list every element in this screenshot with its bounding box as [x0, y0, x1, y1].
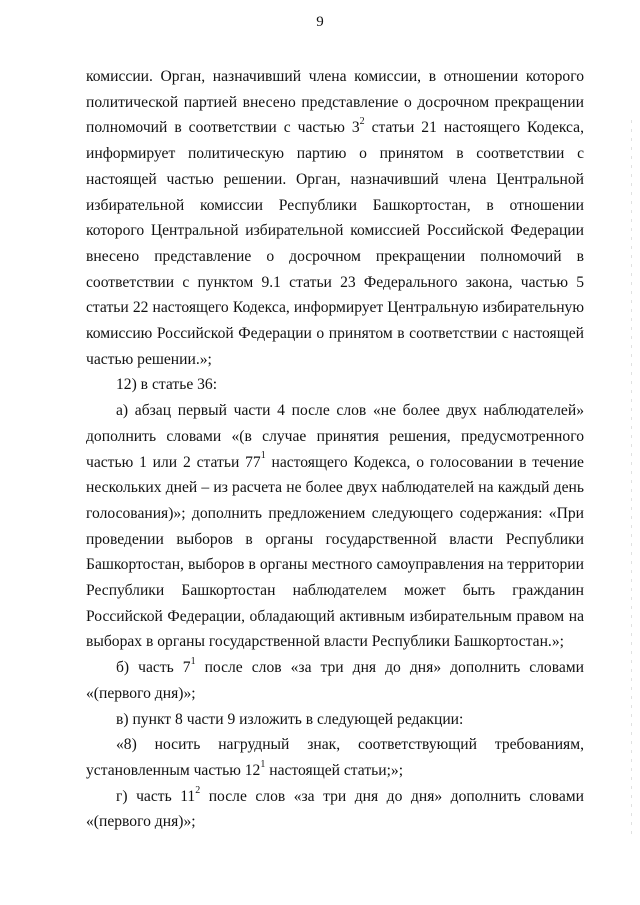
text-run: г) часть 11: [116, 787, 196, 805]
superscript: 2: [359, 116, 365, 128]
text-run: комиссии. Орган, назначивший члена комиссии, в отношении которого политической партией внесено представление о досрочном прекращении полномочий в соответствии с частью 3: [86, 68, 584, 137]
text-run: в) пункт 8 части 9 изложить в следующей редакции:: [116, 710, 464, 728]
paragraph-4: [86, 655, 584, 706]
text-run: после слов «за три дня до дня» дополнить словами «(первого дня)»;: [86, 659, 584, 702]
text-run: после слов «за три дня до дня» дополнить словами «(первого дня)»;: [86, 787, 585, 831]
text-run: настоящей статьи;»;: [265, 761, 404, 779]
text-run: а) абзац первый части 4 после слов «не более двух наблюдателей» дополнить словами «(в случае принятия решения, предусмотренного частью 1 или 2 статьи 77: [86, 402, 584, 471]
text-run: «8) носить нагрудный знак, соответствующий требованиям, установленным частью 12: [86, 736, 584, 779]
superscript: 1: [260, 758, 266, 770]
document-body: [86, 64, 584, 835]
page-number: 9: [316, 14, 324, 30]
superscript: 2: [195, 784, 201, 796]
text-run: 12) в статье 36:: [116, 376, 218, 394]
paragraph-3: [86, 398, 584, 655]
text-run: статьи 21 настоящего Кодекса, информирует политическую партию о принятом в соответствии с настоящей частью решении. Орган, назначивший члена Центральной избирательной комиссии Республики Башкортостан, в отношении которого Центральной избирательной комиссией Российской Федерации внесено представление о досрочном прекращении полномочий в соответствии с пунктом 9.1 статьи 23 Федерального закона, частью 5 статьи 22 настоящего Кодекса, информирует Центральную избирательную комиссию Российской Федерации о принятом в соответствии с настоящей частью решении.»;: [86, 119, 584, 368]
paragraph-5: [86, 707, 584, 733]
paragraph-1: [86, 64, 584, 372]
paragraph-7: [86, 784, 584, 835]
text-run: настоящего Кодекса, о голосовании в течение нескольких дней – из расчета не более двух наблюдателей на каждый день голосования)»; дополнить предложением следующего содержания: «При проведении выборов в органы государственной власти Республики Башкортостан, выборов в органы местного самоуправления на территории Республики Башкортостан наблюдателем может быть гражданин Российской Федерации, обладающий активным избирательным правом на выборах в органы государственной власти Республики Башкортостан.»;: [86, 453, 584, 651]
superscript: 1: [260, 450, 266, 462]
paragraph-2: [86, 372, 584, 398]
superscript: 1: [190, 655, 196, 667]
text-run: б) часть 7: [116, 659, 191, 677]
paragraph-6: [86, 732, 584, 783]
scan-edge-mark: [631, 120, 632, 840]
